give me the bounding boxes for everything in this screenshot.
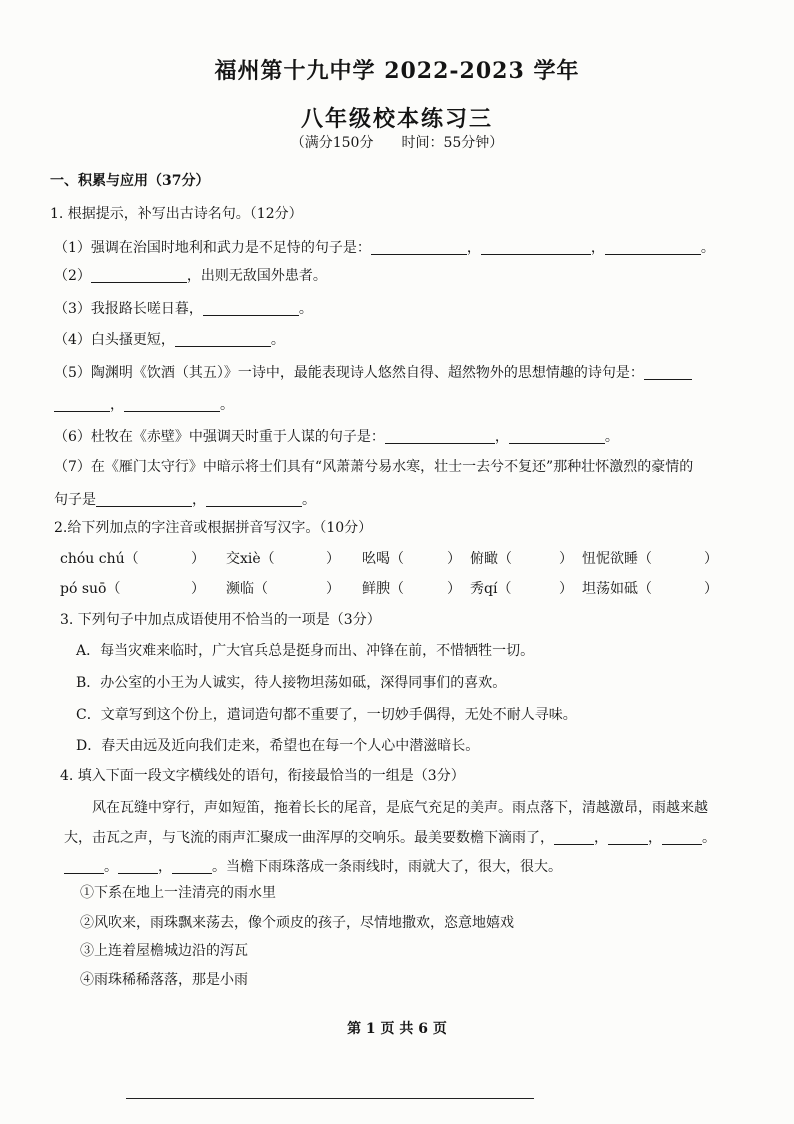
answer-blank[interactable] [91,268,187,283]
answer-blank[interactable] [509,429,605,444]
answer-blank[interactable] [644,365,692,380]
q2-item: 吆喝（ [362,551,404,567]
q1-item-7 [54,458,693,476]
period: 。 [700,240,715,256]
q1-item-7-text: （7）在《雁门太守行》中暗示将士们具有“风萧萧兮易水寒，壮士一去兮不复还”那种壮怀激烈的豪情的 [54,459,694,475]
answer-blank[interactable] [371,240,467,255]
q4-stem: 4. 填入下面一段文字横线处的语句，衔接最恰当的一组是（3分） [60,768,465,784]
separator: ， [110,397,124,413]
q4-passage-line-1: 风在瓦缝中穿行，声如短笛，拖着长长的尾音，是底气充足的美声。雨点落下，清越激昂，雨越来越 [92,800,708,816]
q1-item-2 [54,267,327,285]
q2-close: ） [447,581,461,597]
separator: ， [648,830,662,846]
answer-blank[interactable] [605,240,701,255]
exam-title: 福州第十九中学 2022-2023 学年 [214,58,580,84]
q1-item-2-text: ，出则无敌国外患者。 [186,268,327,284]
q2-stem: 2.给下列加点的字注音或根据拼音写汉字。（10分） [54,520,373,536]
q1-stem: 1. 根据提示，补写出古诗名句。（12分） [50,206,303,222]
period: 。 [702,830,716,846]
period: 。 [270,332,285,348]
q1-item-3 [54,300,313,318]
separator: ， [594,830,608,846]
page-number: 第 1 页 共 6 页 [347,1021,447,1037]
q1-item-6-text: （6）杜牧在《赤壁》中强调天时重于人谋的句子是： [54,429,385,445]
answer-blank[interactable] [172,859,212,874]
separator: ， [158,859,172,875]
q3-option-d[interactable]: D．春天由远及近向我们走来，希望也在每一个人心中潜滋暗长。 [76,738,480,754]
q4-option-3: ③上连着屋檐城边沿的泻瓦 [80,943,248,959]
period: 。 [220,397,234,413]
answer-blank[interactable] [175,332,271,347]
section-heading: 一、积累与应用（37分） [50,173,210,189]
q4-passage-line-3 [64,858,562,876]
q2-close: ） [704,581,718,597]
q1-item-2-prefix: （2） [54,268,91,284]
exam-info: （满分150分 时间：55分钟） [290,135,504,151]
answer-blank[interactable] [203,301,299,316]
q4-passage-line-2 [64,829,716,847]
q1-item-5 [54,364,692,382]
q2-item: pó suō（ [60,581,121,597]
q1-item-5-text: （5）陶渊明《饮酒（其五）》一诗中，最能表现诗人悠然自得、超然物外的思想情趣的诗句是： [54,365,644,381]
q4-passage-text: 大，击瓦之声，与飞流的雨声汇聚成一曲浑厚的交响乐。最美要数檐下滴雨了， [64,830,554,846]
q1-item-1 [54,239,715,257]
q2-item: 鲜腴（ [362,581,404,597]
q3-option-b[interactable]: B．办公室的小王为人诚实，待人接物坦荡如砥，深得同事们的喜欢。 [76,675,507,691]
answer-blank[interactable] [481,240,591,255]
q1-item-7-text2: 句子是 [54,492,96,508]
q4-option-4: ④雨珠稀稀落落，那是小雨 [80,972,248,988]
q2-item: 俯瞰（ [470,551,512,567]
q2-close: ） [191,581,205,597]
answer-blank[interactable] [385,429,495,444]
q2-close: ） [559,581,573,597]
answer-blank[interactable] [206,492,302,507]
q2-item: 交xiè（ [226,551,275,567]
q4-passage-text: 。当檐下雨珠落成一条雨线时，雨就大了，很大，很大。 [212,859,562,875]
separator: ， [494,429,509,445]
q2-item: 坦荡如砥（ [582,581,652,597]
q1-item-6 [54,428,619,446]
q1-item-4 [54,331,285,349]
q2-item: chóu chú（ [60,551,139,567]
answer-blank[interactable] [96,492,192,507]
q4-option-1: ①下系在地上一洼清亮的雨水里 [80,885,276,901]
q2-close: ） [191,551,205,567]
q3-stem: 3. 下列句子中加点成语使用不恰当的一项是（3分） [60,612,381,628]
separator: ， [466,240,481,256]
separator: 。 [104,859,118,875]
q1-item-3-text: （3）我报路长嗟日暮， [54,301,203,317]
separator: ， [590,240,605,256]
q2-close: ） [447,551,461,567]
period: 。 [298,301,313,317]
q1-item-1-text: （1）强调在治国时地利和武力是不足恃的句子是： [54,240,371,256]
q2-item: 濒临（ [226,581,268,597]
q4-option-2: ②风吹来，雨珠飘来荡去，像个顽皮的孩子，尽情地撒欢，恣意地嬉戏 [80,915,514,931]
answer-blank[interactable] [118,859,158,874]
bottom-rule [126,1098,534,1099]
answer-blank[interactable] [662,830,702,845]
answer-blank[interactable] [124,397,220,412]
q3-option-a[interactable]: A．每当灾难来临时，广大官兵总是挺身而出、冲锋在前，不惜牺牲一切。 [76,643,535,659]
separator: ， [192,492,206,508]
answer-blank[interactable] [54,397,110,412]
q2-item: 忸怩欲睡（ [582,551,652,567]
answer-blank[interactable] [608,830,648,845]
q2-close: ） [704,551,718,567]
answer-blank[interactable] [554,830,594,845]
period: 。 [302,492,316,508]
q2-close: ） [326,551,340,567]
answer-blank[interactable] [64,859,104,874]
q1-item-5-cont [54,396,234,414]
q3-option-c[interactable]: C．文章写到这个份上，遣词造句都不重要了，一切妙手偶得，无处不耐人寻味。 [76,707,577,723]
q1-item-4-text: （4）白头搔更短， [54,332,175,348]
q2-item: 秀qí（ [470,581,512,597]
q2-close: ） [326,581,340,597]
exam-subtitle: 八年级校本练习三 [300,106,493,132]
period: 。 [604,429,619,445]
q1-item-7-cont [54,491,316,509]
q2-close: ） [559,551,573,567]
